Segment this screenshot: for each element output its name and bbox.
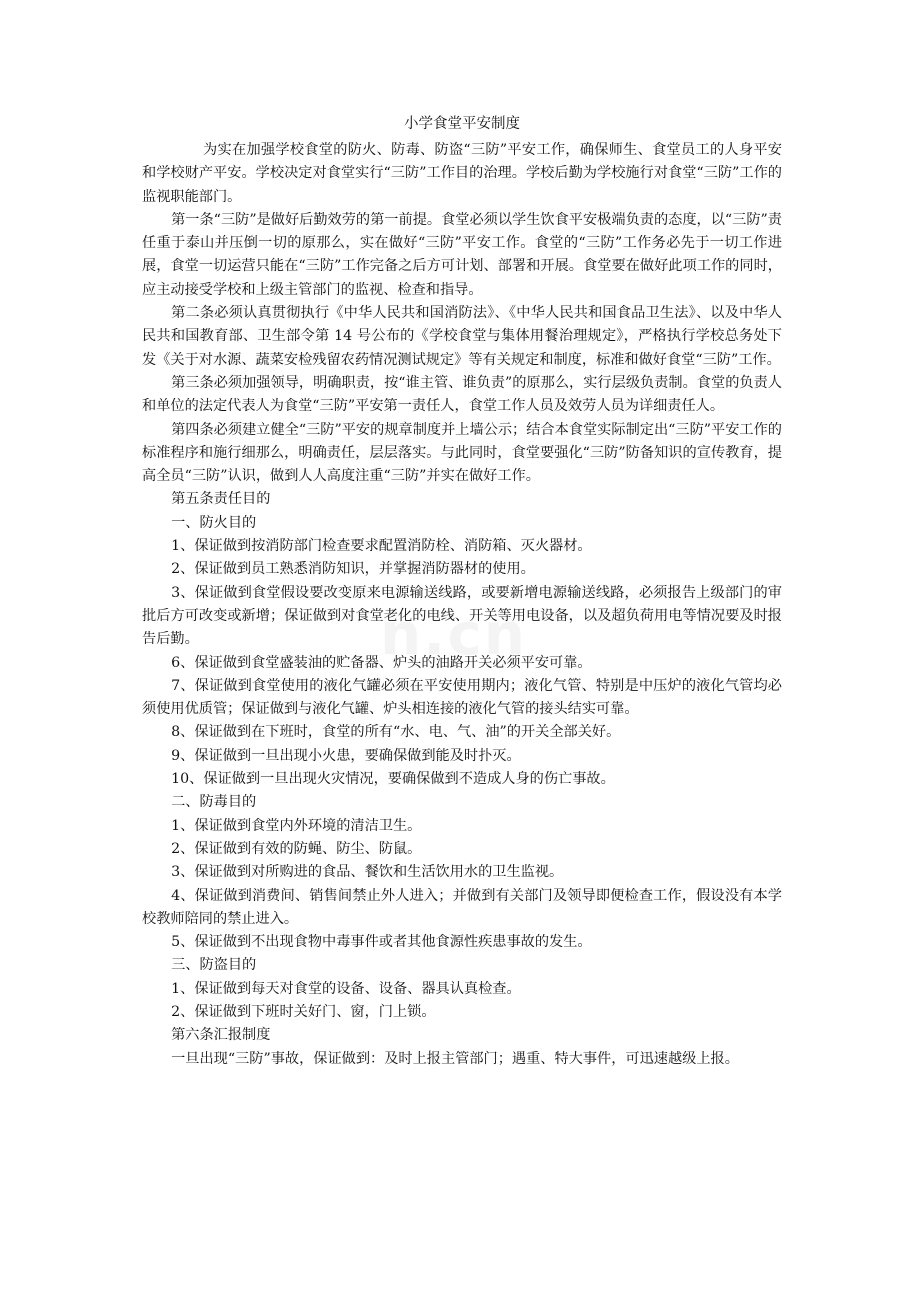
list-item: 5、保证做到不出现食物中毒事件或者其他食源性疾患事故的发生。: [171, 934, 592, 951]
list-item: 1、保证做到按消防部门检查要求配置消防栓、消防箱、灭火器材。: [171, 538, 592, 555]
list-item: 2、保证做到员工熟悉消防知识，并掌握消防器材的使用。: [171, 561, 535, 578]
list-item: 7、保证做到食堂使用的液化气罐必须在平安使用期内；液化气管、特别是中压炉的液化气管均必须使用优质管；保证做到与液化气罐、炉头相连接的液化气管的接头结实可靠。: [142, 677, 782, 718]
list-item: 1、保证做到每天对食堂的设备、设备、器具认真检查。: [171, 980, 521, 997]
list-item: 2、保证做到下班时关好门、窗，门上锁。: [171, 1003, 436, 1020]
paragraph-article-1: 第一条“三防”是做好后勤效劳的第一前提。食堂必须以学生饮食平安极端负责的态度，以“三防”责任重于泰山并压倒一切的原那么，实在做好“三防”平安工作。食堂的“三防”工作务必先于一切工作进展，食堂一切运营只能在“三防”工作完备之后方可计划、部署和开展。食堂要在做好此项工作的同时，应主动接受学校和上级主管部门的监视、检查和指导。: [142, 211, 782, 298]
list-item: 4、保证做到消费间、销售间禁止外人进入；并做到有关部门及领导即便检查工作，假设没有本学校教师陪同的禁止进入。: [142, 887, 782, 927]
paragraph-article-4: 第四条必须建立健全“三防”平安的规章制度并上墙公示；结合本食堂实际制定出“三防”平安工作的标准程序和施行细那么，明确责任，层层落实。与此同时，食堂要强化“三防”防备知识的宣传教育，提高全员“三防”认识，做到人人高度注重“三防”并实在做好工作。: [142, 421, 782, 485]
list-item: 6、保证做到食堂盛装油的贮备器、炉头的油路开关必须平安可靠。: [171, 654, 592, 671]
heading-article-6: 第六条汇报制度: [171, 1027, 271, 1044]
list-item: 8、保证做到在下班时，食堂的所有“水、电、气、油”的开关全部关好。: [171, 724, 621, 741]
heading-poison-prevention: 二、防毒目的: [171, 794, 257, 811]
heading-fire-prevention: 一、防火目的: [171, 514, 257, 531]
document-title: 小学食堂平安制度: [404, 116, 520, 132]
list-item: 2、保证做到有效的防蝇、防尘、防鼠。: [171, 840, 422, 857]
document-body: [142, 139, 782, 1071]
list-item: 10、保证做到一旦出现火灾情况，要确保做到不造成人身的伤亡事故。: [171, 771, 615, 788]
list-item: 9、保证做到一旦出现小火患，要确保做到能及时扑灭。: [171, 747, 521, 764]
document-page: [142, 114, 782, 1071]
list-item: 3、保证做到食堂假设要改变原来电源输送线路，或要新增电源输送线路，必须报告上级部门的审批后方可改变或新增；保证做到对食堂老化的电线、开关等用电设备，以及超负荷用电等情况要及时报告后勤。: [142, 584, 782, 648]
heading-theft-prevention: 三、防盗目的: [171, 957, 257, 974]
heading-article-5: 第五条责任目的: [171, 491, 271, 508]
paragraph-reporting: 一旦出现“三防”事故，保证做到：及时上报主管部门；遇重、特大事件，可迅速越级上报。: [171, 1050, 739, 1067]
list-item: 3、保证做到对所购进的食品、餐饮和生活饮用水的卫生监视。: [171, 864, 564, 881]
paragraph-intro: 为实在加强学校食堂的防火、防毒、防盗“三防”平安工作，确保师生、食堂员工的人身平安和学校财产平安。学校决定对食堂实行“三防”工作目的治理。学校后勤为学校施行对食堂“三防”工作的监视职能部门。: [142, 142, 782, 205]
list-item: 1、保证做到食堂内外环境的清洁卫生。: [171, 817, 422, 834]
paragraph-article-3: 第三条必须加强领导，明确职责，按“谁主管、谁负责”的原那么，实行层级负责制。食堂的负责人和单位的法定代表人为食堂“三防”平安第一责任人，食堂工作人员及效劳人员为详细责任人。: [142, 374, 782, 415]
paragraph-article-2: 第二条必须认真贯彻执行《中华人民共和国消防法》、《中华人民共和国食品卫生法》、以及中华人民共和国教育部、卫生部令第 14 号公布的《学校食堂与集体用餐治理规定》，严格执行学校总务处下发《关于对水源、蔬菜安检残留农药情况测试规定》等有关规定和制度，标准和做好食堂“三防”工作。: [142, 305, 782, 368]
